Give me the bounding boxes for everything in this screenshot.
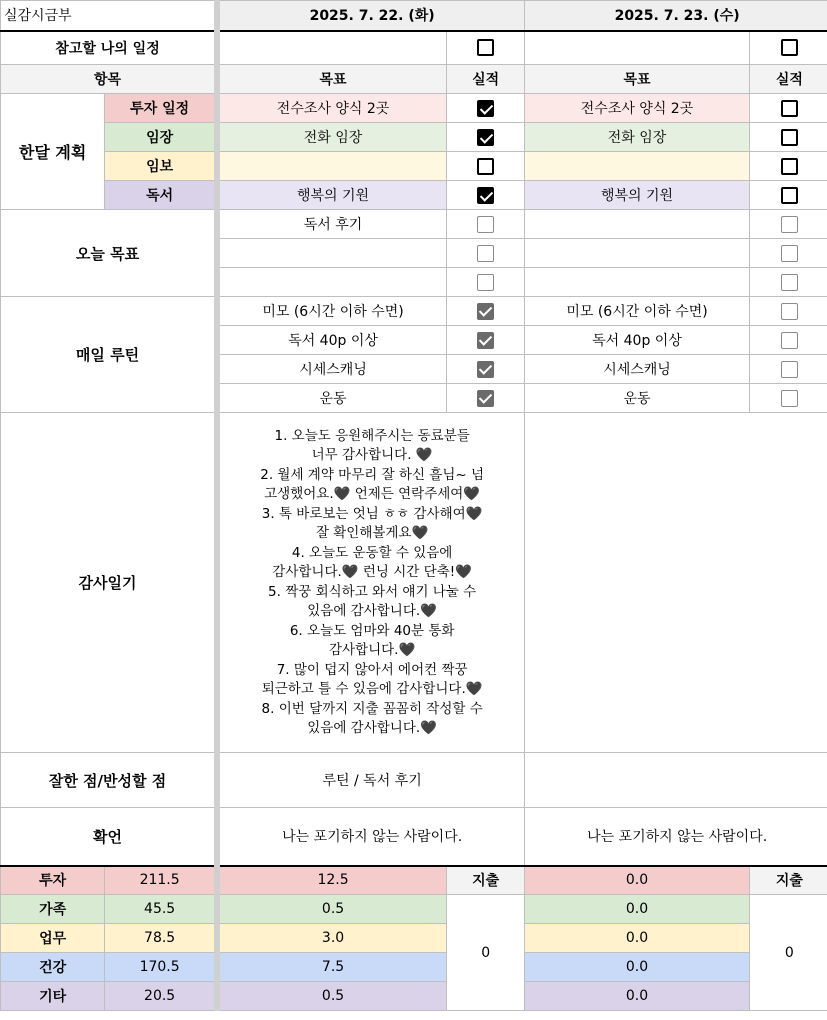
affirmation-day1[interactable]: 나는 포기하지 않는 사람이다.	[217, 808, 525, 866]
gratitude-line: 2. 월세 계약 마무리 잘 하신 흘님~ 넘	[260, 466, 485, 483]
budget-category-invest: 투자	[1, 866, 105, 895]
budget-category-family: 가족	[1, 895, 105, 924]
checkbox[interactable]	[477, 158, 494, 175]
today-goal-cell[interactable]	[525, 268, 750, 297]
plan-done-cell[interactable]	[749, 94, 827, 123]
checkbox[interactable]	[781, 390, 798, 407]
budget-category-etc: 기타	[1, 982, 105, 1011]
spend-label-day2: 지출	[749, 866, 827, 895]
checkbox[interactable]	[477, 303, 494, 320]
gratitude-line: 8. 이번 달까지 지출 꼼꼼히 작성할 수	[261, 700, 483, 717]
gratitude-line: 퇴근하고 틀 수 있음에 감사합니다.🖤	[261, 681, 483, 697]
column-header-goal-day1: 목표	[217, 65, 447, 94]
today-done-cell[interactable]	[749, 210, 827, 239]
today-goal-cell[interactable]: 독서 후기	[217, 210, 447, 239]
plan-done-cell[interactable]	[447, 123, 525, 152]
plan-category-invest: 투자 일정	[105, 94, 217, 123]
routine-goal-cell[interactable]: 독서 40p 이상	[217, 326, 447, 355]
plan-goal-cell[interactable]: 전화 임장	[525, 123, 750, 152]
affirmation-day2[interactable]: 나는 포기하지 않는 사람이다.	[525, 808, 827, 866]
budget-category-work: 업무	[1, 924, 105, 953]
routine-goal-cell[interactable]: 운동	[217, 384, 447, 413]
today-goal-cell[interactable]	[217, 239, 447, 268]
gratitude-line: 5. 짝꿍 회식하고 와서 얘기 나눌 수	[268, 583, 477, 600]
column-header-done-day1: 실적	[447, 65, 525, 94]
budget-day1-etc[interactable]: 0.5	[217, 982, 447, 1011]
routine-goal-cell[interactable]: 운동	[525, 384, 750, 413]
checkbox[interactable]	[781, 216, 798, 233]
column-header-item: 항목	[1, 65, 218, 94]
today-done-cell[interactable]	[749, 239, 827, 268]
checkbox[interactable]	[477, 100, 494, 117]
gratitude-line: 1. 오늘도 응원해주시는 동료분들	[274, 427, 470, 444]
checkbox[interactable]	[477, 332, 494, 349]
checkbox[interactable]	[477, 187, 494, 204]
gratitude-line: 4. 오늘도 운동할 수 있음에	[291, 544, 453, 561]
budget-day2-health[interactable]: 0.0	[525, 953, 750, 982]
spend-total-day2[interactable]: 0	[749, 895, 827, 1011]
gratitude-line: 7. 많이 덥지 않아서 에어컨 짝꿍	[276, 661, 468, 678]
routine-goal-cell[interactable]: 미모 (6시간 이하 수면)	[525, 297, 750, 326]
checkbox[interactable]	[477, 129, 494, 146]
budget-total-etc[interactable]: 20.5	[105, 982, 217, 1011]
routine-done-cell[interactable]	[447, 355, 525, 384]
checkbox[interactable]	[781, 187, 798, 204]
gratitude-entry-day1[interactable]	[217, 413, 525, 753]
sheet-title: 실감시금부	[4, 8, 72, 25]
spend-total-day1[interactable]: 0	[447, 895, 525, 1011]
checkbox[interactable]	[477, 361, 494, 378]
plan-goal-cell[interactable]: 행복의 기원	[525, 181, 750, 210]
plan-goal-cell[interactable]: 전수조사 양식 2곳	[217, 94, 447, 123]
budget-day1-work[interactable]: 3.0	[217, 924, 447, 953]
monthly-plan-label: 한달 계획	[1, 94, 105, 210]
routine-done-cell[interactable]	[749, 297, 827, 326]
plan-done-cell[interactable]	[447, 94, 525, 123]
routine-done-cell[interactable]	[447, 384, 525, 413]
plan-done-cell[interactable]	[749, 152, 827, 181]
reflection-day2[interactable]	[525, 753, 827, 808]
routine-goal-cell[interactable]: 미모 (6시간 이하 수면)	[217, 297, 447, 326]
checkbox[interactable]	[781, 158, 798, 175]
routine-done-cell[interactable]	[447, 326, 525, 355]
budget-day1-health[interactable]: 7.5	[217, 953, 447, 982]
routine-goal-cell[interactable]: 독서 40p 이상	[525, 326, 750, 355]
today-goal-cell[interactable]	[525, 239, 750, 268]
ref-schedule-label: 참고할 나의 일정	[1, 31, 218, 65]
reflection-label: 잘한 점/반성할 점	[1, 753, 218, 808]
ref-schedule-day1-checkbox[interactable]	[477, 39, 494, 56]
checkbox[interactable]	[781, 100, 798, 117]
ref-schedule-day1-checkbox-cell[interactable]	[447, 31, 525, 65]
plan-goal-cell[interactable]: 전수조사 양식 2곳	[525, 94, 750, 123]
checkbox[interactable]	[781, 245, 798, 262]
budget-total-family[interactable]: 45.5	[105, 895, 217, 924]
affirmation-label: 확언	[1, 808, 218, 866]
budget-category-health: 건강	[1, 953, 105, 982]
routine-done-cell[interactable]	[749, 355, 827, 384]
checkbox[interactable]	[781, 129, 798, 146]
gratitude-entry-day2[interactable]	[525, 413, 827, 753]
reflection-day1[interactable]: 루틴 / 독서 후기	[217, 753, 525, 808]
date-header-day1[interactable]: 2025. 7. 22. (화)	[217, 1, 525, 31]
plan-goal-cell[interactable]: 행복의 기원	[217, 181, 447, 210]
ref-schedule-day1-cell[interactable]	[217, 31, 447, 65]
gratitude-label: 감사일기	[1, 413, 218, 753]
gratitude-line: 너무 감사합니다. 🖤	[311, 447, 433, 463]
plan-category-report: 임보	[105, 152, 217, 181]
budget-total-invest[interactable]: 211.5	[105, 866, 217, 895]
ref-schedule-day2-checkbox-cell[interactable]	[749, 31, 827, 65]
plan-done-cell[interactable]	[447, 152, 525, 181]
today-goals-label: 오늘 목표	[1, 210, 218, 297]
routine-goal-cell[interactable]: 시세스캐닝	[217, 355, 447, 384]
spend-label-day1: 지출	[447, 866, 525, 895]
today-goal-cell[interactable]	[525, 210, 750, 239]
checkbox[interactable]	[781, 303, 798, 320]
plan-done-cell[interactable]	[447, 181, 525, 210]
routine-done-cell[interactable]	[749, 384, 827, 413]
checkbox[interactable]	[781, 332, 798, 349]
gratitude-line: 있음에 감사합니다.🖤	[307, 603, 437, 619]
plan-category-exploration: 임장	[105, 123, 217, 152]
plan-goal-cell[interactable]	[525, 152, 750, 181]
sheet-title-cell[interactable]	[1, 1, 218, 31]
plan-done-cell[interactable]	[749, 123, 827, 152]
gratitude-line: 3. 톡 바로보는 엇님 ㅎㅎ 감사해여🖤	[261, 505, 483, 522]
checkbox[interactable]	[781, 274, 798, 291]
today-done-cell[interactable]	[447, 268, 525, 297]
routine-goal-cell[interactable]: 시세스캐닝	[525, 355, 750, 384]
today-goal-cell[interactable]	[217, 268, 447, 297]
checkbox[interactable]	[477, 274, 494, 291]
date-header-day2[interactable]: 2025. 7. 23. (수)	[525, 1, 827, 31]
routine-done-cell[interactable]	[447, 297, 525, 326]
plan-category-reading: 독서	[105, 181, 217, 210]
ref-schedule-day2-cell[interactable]	[525, 31, 750, 65]
today-done-cell[interactable]	[749, 268, 827, 297]
daily-routine-label: 매일 루틴	[1, 297, 218, 413]
gratitude-line: 있음에 감사합니다.🖤	[307, 720, 437, 736]
gratitude-line: 감사합니다.🖤	[328, 642, 416, 658]
budget-day2-invest[interactable]: 0.0	[525, 866, 750, 895]
budget-day2-family[interactable]: 0.0	[525, 895, 750, 924]
budget-total-health[interactable]: 170.5	[105, 953, 217, 982]
checkbox[interactable]	[781, 361, 798, 378]
checkbox[interactable]	[477, 216, 494, 233]
plan-done-cell[interactable]	[749, 181, 827, 210]
gratitude-line: 6. 오늘도 엄마와 40분 통화	[289, 622, 455, 639]
plan-goal-cell[interactable]	[217, 152, 447, 181]
budget-day1-invest[interactable]: 12.5	[217, 866, 447, 895]
gratitude-line: 잘 확인해볼게요🖤	[315, 525, 429, 541]
checkbox[interactable]	[477, 390, 494, 407]
gratitude-line: 고생했어요.🖤 언제든 연락주세여🖤	[264, 486, 481, 502]
checkbox[interactable]	[477, 245, 494, 262]
gratitude-line: 감사합니다.🖤 런닝 시간 단축!🖤	[272, 564, 472, 580]
column-header-done-day2: 실적	[749, 65, 827, 94]
ref-schedule-day2-checkbox[interactable]	[781, 39, 798, 56]
plan-goal-cell[interactable]: 전화 임장	[217, 123, 447, 152]
budget-total-work[interactable]: 78.5	[105, 924, 217, 953]
routine-done-cell[interactable]	[749, 326, 827, 355]
budget-day1-family[interactable]: 0.5	[217, 895, 447, 924]
today-done-cell[interactable]	[447, 239, 525, 268]
budget-day2-work[interactable]: 0.0	[525, 924, 750, 953]
today-done-cell[interactable]	[447, 210, 525, 239]
budget-day2-etc[interactable]: 0.0	[525, 982, 750, 1011]
column-header-goal-day2: 목표	[525, 65, 750, 94]
